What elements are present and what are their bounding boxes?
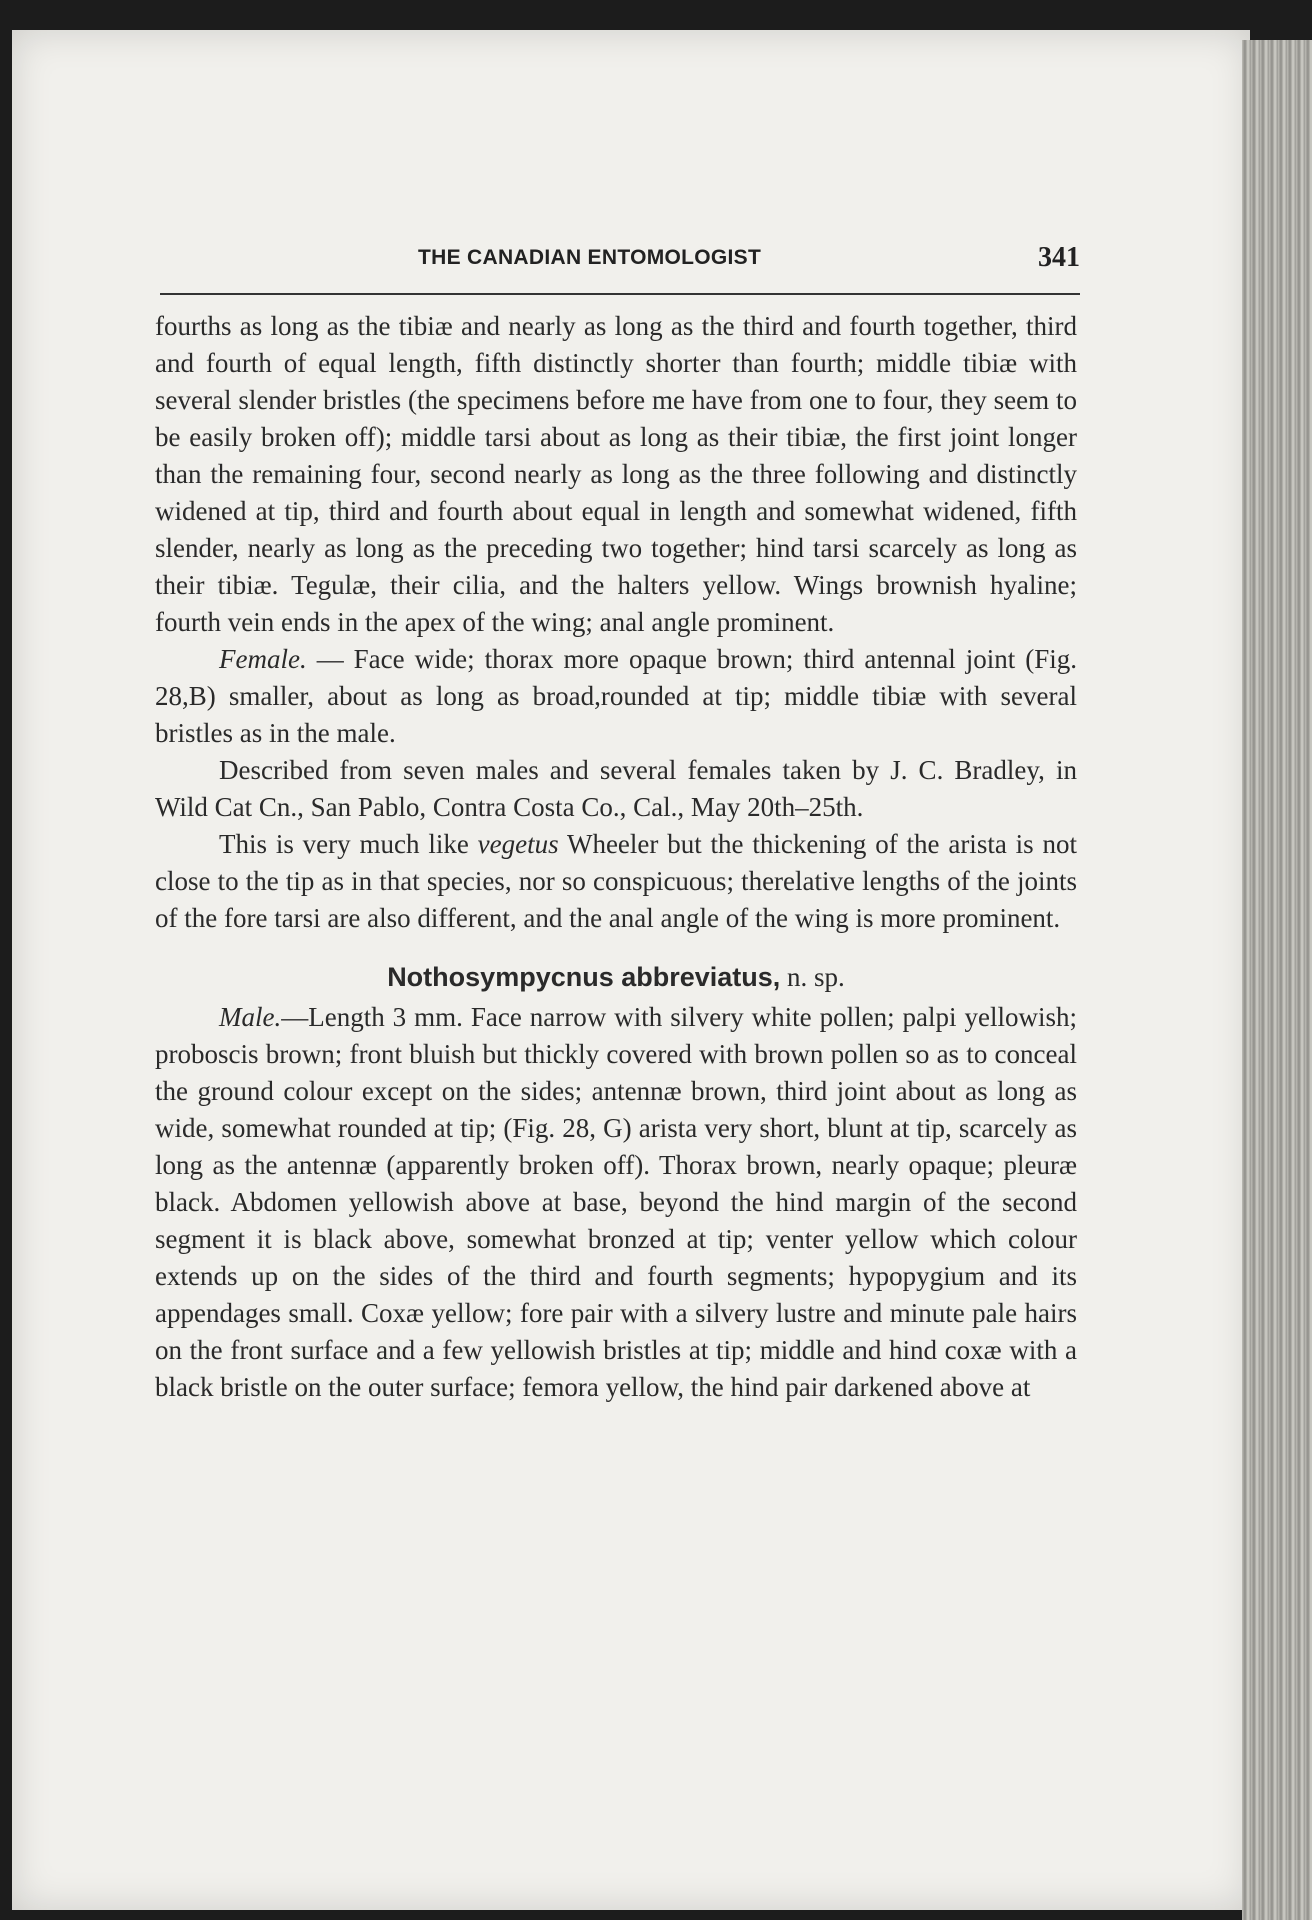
species-name: Nothosympycnus abbreviatus, — [387, 962, 781, 992]
body-text — [155, 308, 1077, 1406]
comparison-end: Wheeler but the thickening of the arista is not close to the tip as in that species, nor so conspicuous; therelative lengths of the joints of the fore tarsi are also different, and the anal angle of the wing is more prominent. — [155, 829, 1077, 933]
comparison-start: This is very much like — [219, 829, 478, 859]
header-rule — [160, 293, 1080, 295]
male-lead: Male. — [219, 1002, 282, 1032]
paragraph-male-description — [155, 999, 1077, 1406]
page-stack-edge — [1242, 40, 1312, 1920]
species-heading — [155, 957, 1077, 997]
female-lead: Female. — [219, 644, 307, 674]
page-header — [160, 242, 1080, 282]
page-number: 341 — [1038, 242, 1080, 273]
female-text: — Face wide; thorax more opaque brown; third antennal joint (Fig. 28,B) smaller, about as long as broad,rounded at tip; middle tibiæ with several bristles as in the male. — [155, 644, 1077, 748]
running-title: THE CANADIAN ENTOMOLOGIST — [418, 246, 762, 269]
paragraph-female — [155, 641, 1077, 752]
male-text: —Length 3 mm. Face narrow with silvery white pollen; palpi yellowish; proboscis brown; front bluish but thickly covered with brown pollen so as to conceal the ground colour except on the sides; antennæ brown, third joint about as long as wide, somewhat rounded at tip; (Fig. 28, G) arista very short, blunt at tip, scarcely as long as the antennæ (apparently broken off). Thorax brown, nearly opaque; pleuræ black. Abdomen yellowish above at base, beyond the hind margin of the second segment it is black above, somewhat bronzed at tip; venter yellow which colour extends up on the sides of the third and fourth segments; hypopygium and its appendages small. Coxæ yellow; fore pair with a silvery lustre and minute pale hairs on the front surface and a few yellowish bristles at tip; middle and hind coxæ with a black bristle on the outer surface; femora yellow, the hind pair darkened above at — [155, 1002, 1077, 1402]
species-status: n. sp. — [787, 962, 845, 992]
paragraph-comparison — [155, 826, 1077, 937]
paragraph-described: Described from seven males and several females taken by J. C. Bradley, in Wild Cat Cn., San Pablo, Contra Costa Co., Cal., May 20th–25th. — [155, 755, 1077, 822]
paragraph-continued: fourths as long as the tibiæ and nearly as long as the third and fourth together, third and fourth of equal length, fifth distinctly shorter than fourth; middle tibiæ with several slender bristles (the specimens before me have from one to four, they seem to be easily broken off); middle tarsi about as long as their tibiæ, the first joint longer than the remaining four, second nearly as long as the three following and distinctly widened at tip, third and fourth about equal in length and somewhat widened, fifth slender, nearly as long as the preceding two together; hind tarsi scarcely as long as their tibiæ. Tegulæ, their cilia, and the halters yellow. Wings brownish hyaline; fourth vein ends in the apex of the wing; anal angle prominent. — [155, 311, 1077, 637]
comparison-species: vegetus — [477, 829, 559, 859]
